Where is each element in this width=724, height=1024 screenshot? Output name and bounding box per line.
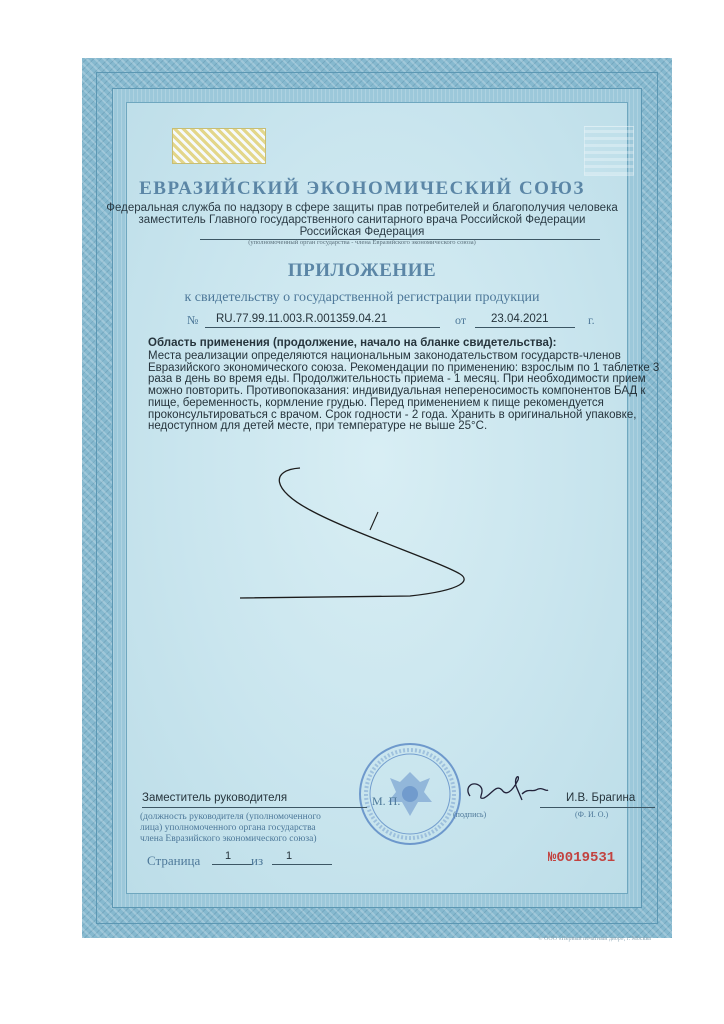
scope-line: проконсультироваться с врачом. Срок годности - 2 года. Хранить в оригинальной упаковке, — [148, 408, 637, 421]
signer-position: Заместитель руководителя — [142, 792, 288, 804]
agency-line: заместитель Главного государственного санитарного врача Российской Федерации — [138, 214, 586, 226]
position-caption: (должность руководителя (уполномоченного — [140, 812, 321, 822]
registration-date: 23.04.2021 — [491, 313, 549, 325]
agency-line: Федеральная служба по надзору в сфере защиты прав потребителей и благополучия человека — [106, 202, 618, 214]
scope-line: Места реализации определяются национальным законодательством государств-членов — [148, 350, 621, 362]
position-caption: члена Евразийского экономического союза) — [140, 834, 317, 844]
agency-line: Российская Федерация — [299, 226, 425, 238]
divider — [212, 864, 252, 865]
divider — [142, 807, 367, 808]
authority-caption: (уполномоченный орган государства - члена Евразийского экономического союза) — [248, 239, 476, 246]
position-caption: лица) уполномоченного органа государства — [140, 823, 316, 833]
scope-heading: Область применения (продолжение, начало на бланке свидетельства): — [148, 337, 557, 349]
page-label: Страница — [147, 853, 201, 868]
scope-line: можно повторить. Противопоказания: индивидуальная непереносимость компонентов БАД к — [148, 385, 646, 398]
union-title: ЕВРАЗИЙСКИЙ ЭКОНОМИЧЕСКИЙ СОЮЗ — [139, 178, 585, 199]
number-label: № — [187, 313, 199, 327]
scope-line: пище, беременность, кормление грудью. Перед применением к пище рекомендуется — [148, 396, 604, 409]
printer-imprint: © ООО «Первый печатный двор», г. Москва — [538, 936, 651, 942]
scope-text — [148, 350, 660, 433]
divider — [205, 327, 440, 328]
registration-number: RU.77.99.11.003.R.001359.04.21 — [216, 313, 388, 325]
blank-space-z-mark — [230, 462, 480, 612]
scope-line: Евразийского экономического союза. Рекомендации по применению: взрослым по 1 таблетке 3 — [148, 361, 660, 374]
mp-label: М. П. — [372, 794, 401, 808]
page-number: 1 — [225, 850, 232, 862]
date-label: от — [455, 313, 467, 327]
fio-caption: (Ф. И. О.) — [575, 810, 609, 819]
serial-number: №0019531 — [548, 850, 616, 866]
handwritten-signature — [462, 770, 552, 810]
scope-line: раза в день во время еды. Продолжительность приема - 1 месяц. При необходимости прием — [148, 373, 646, 386]
sign-caption: (подпись) — [453, 810, 487, 819]
signatory-name: И.В. Брагина — [566, 792, 636, 804]
of-label: из — [251, 853, 264, 868]
appendix-subtitle: к свидетельству о государственной регистрации продукции — [184, 290, 540, 305]
year-suffix: г. — [588, 313, 595, 327]
divider — [475, 327, 575, 328]
appendix-title: ПРИЛОЖЕНИЕ — [287, 260, 437, 281]
page-total: 1 — [286, 850, 293, 862]
watermark-emblem — [584, 126, 634, 176]
divider — [272, 864, 332, 865]
scope-line: недоступном для детей месте, при температуре не выше 25°С. — [148, 420, 488, 433]
divider — [540, 807, 655, 808]
hologram-sticker — [172, 128, 266, 164]
